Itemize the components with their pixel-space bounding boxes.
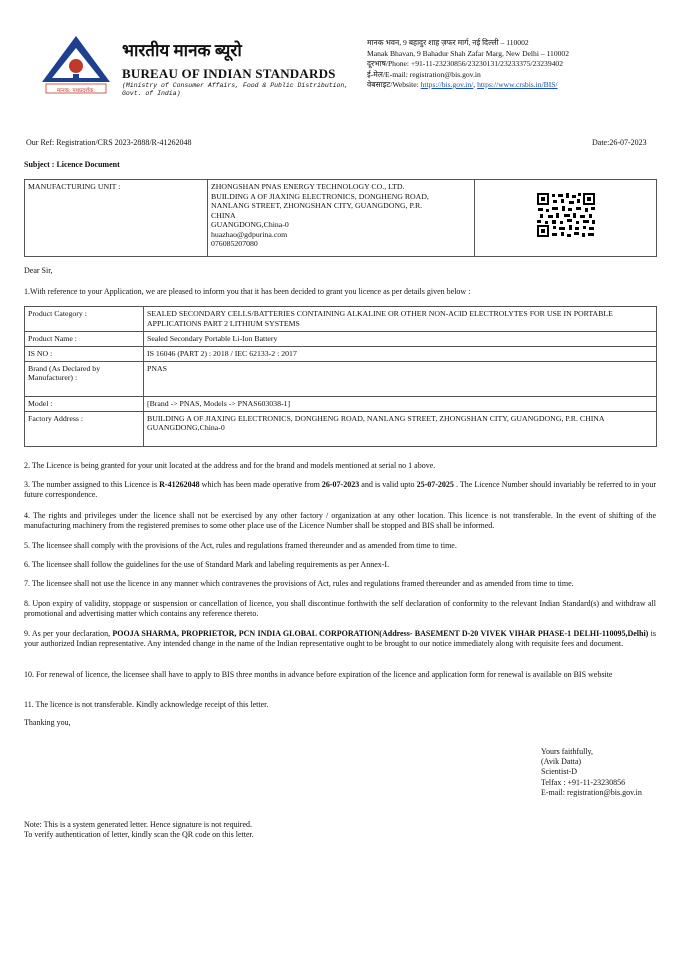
signature-name: (Avik Datta): [541, 757, 582, 767]
table-row: [25, 411, 657, 446]
unit-label: MANUFACTURING UNIT :: [25, 180, 208, 257]
detail-label: IS NO :: [25, 346, 144, 361]
thanking: Thanking you,: [24, 718, 71, 727]
phone-line: दूरभाष/Phone: +91-11-23230856/23230131/23233375/23239402: [367, 59, 564, 68]
detail-label: Product Name :: [25, 332, 144, 347]
detail-label: Model :: [25, 396, 144, 411]
detail-label: Brand (As Declared by Manufacturer) :: [25, 361, 144, 396]
unit-line: CHINA: [211, 210, 236, 220]
unit-line: GUANGDONG,China-0: [211, 220, 289, 229]
paragraph-9: [24, 629, 656, 649]
valid-upto-date: 25-07-2025: [416, 480, 454, 489]
signature-telfax: Telfax : +91-11-23230856: [541, 777, 626, 787]
unit-line: 076085207080: [211, 239, 258, 248]
detail-value: BUILDING A OF JIAXING ELECTRONICS, DONGHENG ROAD, NANLANG STREET, ZHONGSHAN CITY, GUANGDONG, P.R. CHINA GUANGDONG,China-0: [144, 411, 657, 446]
table-row: [25, 396, 657, 411]
greeting: Dear Sir,: [24, 266, 53, 275]
p9-text: is your authorized Indian representative. Any intended change in the name of the Indian representative ought to be brought to our notice immediately along with requisite fees and document.: [24, 629, 657, 648]
contact-block: [367, 38, 569, 91]
reference-number: Our Ref: Registration/CRS 2023-2888/R-41262048: [26, 138, 192, 147]
unit-line: NANLANG STREET, ZHONGSHAN CITY, GUANGDONG, P.R.: [211, 201, 423, 210]
table-row: [25, 332, 657, 347]
letter-date: Date:26-07-2023: [592, 138, 647, 147]
p3-text: . The Licence Number should invariably be referred to in your future correspondence.: [24, 480, 657, 499]
note-line: Note: This is a system generated letter. Hence signature is not required.: [24, 820, 253, 829]
detail-value: SEALED SECONDARY CELLS/BATTERIES CONTAINING ALKALINE OR OTHER NON-ACID ELECTROLYTES FOR USE IN PORTABLE APPLICATIONS PART 2 LITHIUM SYSTEMS: [144, 307, 657, 332]
qr-cell: [475, 180, 657, 257]
logo-caption: मानक: पथप्रदर्शक:: [56, 88, 96, 94]
unit-details: [208, 180, 475, 257]
qr-code-icon: [536, 192, 596, 238]
p9-text: 9. As per your declaration,: [24, 629, 113, 638]
email-line: ई-मेल/E-mail: registration@bis.gov.in: [367, 69, 481, 79]
ministry-line: (Ministry of Consumer Affairs, Food & Public Distribution, Govt. of India): [122, 82, 349, 97]
table-row: [25, 346, 657, 361]
licence-number: R-41262048: [159, 480, 200, 489]
signature-designation: Scientist-D: [541, 767, 577, 777]
detail-value: PNAS: [144, 361, 657, 396]
paragraph-2: 2. The Licence is being granted for your unit located at the address and for the brand and models mentioned at serial no 1 above.: [24, 461, 436, 470]
paragraph-11: 11. The licence is not transferable. Kindly acknowledge receipt of this letter.: [24, 700, 269, 709]
unit-line: huazhao@gdpurina.com: [211, 229, 288, 239]
signature-line: Yours faithfully,: [541, 747, 594, 756]
p3-text: and is valid upto: [359, 480, 417, 489]
paragraph-6: 6. The licensee shall follow the guidelines for the use of Standard Mark and labeling requirements as per Annex-I.: [24, 560, 390, 569]
paragraph-10: 10. For renewal of licence, the licensee shall have to apply to BIS three months in advance before expiration of the licence and application form for renewal is available on BIS website: [24, 670, 613, 679]
detail-label: Factory Address :: [25, 411, 144, 446]
website-line: वेबसाइट/Website: https://bis.gov.in/, https://www.crsbis.in/BIS/: [367, 80, 558, 89]
table-row: [25, 307, 657, 332]
website-link-crs[interactable]: https://www.crsbis.in/BIS/: [477, 80, 558, 89]
website-link-bis[interactable]: https://bis.gov.in/: [420, 80, 474, 89]
licence-details-table: [24, 306, 657, 447]
unit-line: BUILDING A OF JIAXING ELECTRONICS, DONGHENG ROAD,: [211, 191, 429, 201]
unit-line: ZHONGSHAN PNAS ENERGY TECHNOLOGY CO., LTD.: [211, 182, 405, 191]
signature-email: E-mail: registration@bis.gov.in: [541, 787, 642, 797]
detail-value: Sealed Secondary Portable Li-Ion Battery: [144, 332, 657, 347]
intro-paragraph: 1.With reference to your Application, we are pleased to inform you that it has been decided to grant you licence as per details given below :: [24, 287, 471, 296]
subject-line: Subject : Licence Document: [24, 160, 120, 169]
detail-value: IS 16046 (PART 2) : 2018 / IEC 62133-2 : 2017: [144, 346, 657, 361]
p3-text: 3. The number assigned to this Licence is: [24, 480, 160, 489]
paragraph-7: 7. The licensee shall not use the licence in any manner which contravenes the provisions of Act, rules and regulations framed thereunder and as amended from time to time.: [24, 579, 574, 588]
hindi-org-title: भारतीय मानक ब्यूरो: [122, 41, 242, 60]
paragraph-4: 4. The rights and privileges under the licence shall not be exercised by any other factory / organization at any other location. This licence is not transferable. In the event of shifting of the manufacturing machinery from the registered premises to some other place use of the Licence Number shall be stopped and BIS shall be informed.: [24, 511, 656, 530]
note-block: [24, 820, 254, 840]
signature-block: [541, 747, 642, 798]
english-org-title: BUREAU OF INDIAN STANDARDS: [122, 66, 336, 81]
authorized-representative: POOJA SHARMA, PROPRIETOR, PCN INDIA GLOBAL CORPORATION(Address- BASEMENT D-20 VIVEK VIHAR PHASE-1 DELHI-110095,Delhi): [112, 629, 649, 638]
paragraph-3: [24, 480, 656, 500]
manufacturing-unit-table: [24, 179, 657, 257]
address-english: Manak Bhavan, 9 Bahadur Shah Zafar Marg, New Delhi – 110002: [367, 48, 570, 58]
website-label: वेबसाइट/Website:: [367, 80, 419, 89]
note-line: To verify authentication of letter, kindly scan the QR code on this letter.: [24, 830, 254, 839]
detail-label: Product Category :: [25, 307, 144, 332]
p3-text: which has been made operative from: [199, 480, 322, 489]
table-row: [25, 361, 657, 396]
paragraph-8: 8. Upon expiry of validity, stoppage or suspension or cancellation of licence, you shall discontinue forthwith the self declaration of conformity to the relevant Indian Standard(s) and withdraw all promotional and advertising matter which contains any reference thereto.: [24, 599, 656, 618]
paragraph-5: 5. The licensee shall comply with the provisions of the Act, rules and regulations framed thereunder and as amended from time to time.: [24, 541, 457, 550]
address-hindi: मानक भवन, 9 बहादुर शाह ज़फर मार्ग, नई दिल्ली – 110002: [367, 38, 529, 47]
valid-from-date: 26-07-2023: [321, 480, 360, 489]
detail-value: [Brand -> PNAS, Models -> PNAS603038-1]: [144, 396, 657, 411]
